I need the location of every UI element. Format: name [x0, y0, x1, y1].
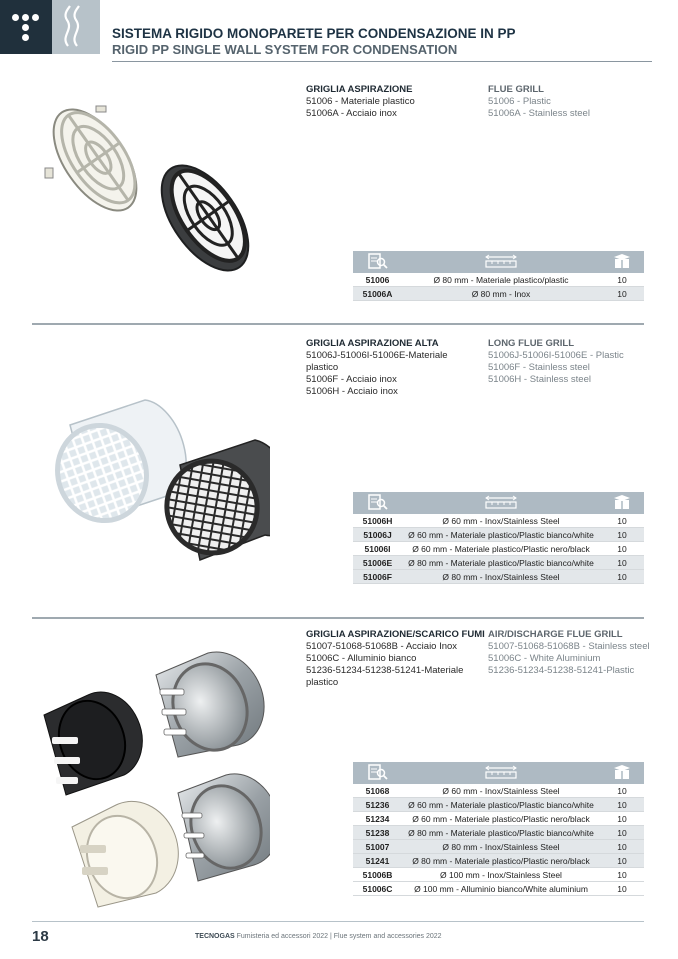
- product-size: Ø 80 mm - Materiale plastico/Plastic bianco/white: [402, 826, 600, 840]
- product-size: Ø 60 mm - Materiale plastico/Plastic nero/black: [402, 812, 600, 826]
- product-qty: 10: [600, 840, 644, 854]
- product-description-en-1: [488, 84, 590, 120]
- table-header-row: [353, 251, 644, 273]
- table-row: [353, 287, 644, 301]
- product-size: Ø 80 mm - Materiale plastico/Plastic nero/black: [402, 854, 600, 868]
- product-size: Ø 80 mm - Materiale plastico/plastic: [402, 273, 600, 287]
- product-description-en-3: [488, 629, 650, 677]
- catalog-search-icon: [353, 762, 402, 784]
- product-code: 51236: [353, 798, 402, 812]
- box-package-icon: [600, 762, 644, 784]
- product-size: Ø 100 mm - Alluminio bianco/White aluminium: [402, 882, 600, 896]
- table-header-row: [353, 492, 644, 514]
- table-row: [353, 812, 644, 826]
- product-line: 51006A - Acciaio inox: [306, 108, 397, 119]
- product-size: Ø 60 mm - Materiale plastico/Plastic nero/black: [402, 542, 600, 556]
- product-size: Ø 60 mm - Inox/Stainless Steel: [402, 514, 600, 528]
- product-size: Ø 80 mm - Inox/Stainless Steel: [402, 840, 600, 854]
- table-row: [353, 840, 644, 854]
- product-line: 51006H - Acciaio inox: [306, 386, 398, 397]
- product-qty: 10: [600, 542, 644, 556]
- product-code: 51007: [353, 840, 402, 854]
- product-line: 51007-51068-51068B - Acciaio Inox: [306, 641, 458, 652]
- footer-text: Fumisteria ed accessori 2022 | Flue system and accessories 2022: [236, 933, 442, 940]
- catalog-search-icon: [353, 251, 402, 273]
- product-table-1: [353, 251, 644, 301]
- product-code: 51006A: [353, 287, 402, 301]
- table-row: [353, 854, 644, 868]
- smoke-icon: [52, 0, 100, 54]
- product-qty: 10: [600, 273, 644, 287]
- section-divider: [32, 323, 644, 325]
- product-line: 51006J-51006I-51006E - Plastic: [488, 350, 624, 361]
- product-heading-it: GRIGLIA ASPIRAZIONE ALTA: [306, 338, 439, 349]
- air-discharge-grill-illustration: [38, 645, 270, 910]
- title-italian: SISTEMA RIGIDO MONOPARETE PER CONDENSAZIONE IN PP: [112, 26, 516, 41]
- product-code: 51234: [353, 812, 402, 826]
- table-row: [353, 273, 644, 287]
- product-code: 51006: [353, 273, 402, 287]
- product-size: Ø 60 mm - Materiale plastico/Plastic bianco/white: [402, 528, 600, 542]
- product-line: 51236-51234-51238-51241-Plastic: [488, 665, 635, 676]
- product-qty: 10: [600, 798, 644, 812]
- product-qty: 10: [600, 812, 644, 826]
- product-code: 51006C: [353, 882, 402, 896]
- product-line: 51006J-51006I-51006E-Materiale: [306, 350, 448, 361]
- product-heading-it: GRIGLIA ASPIRAZIONE/SCARICO FUMI: [306, 629, 485, 640]
- product-description-it-2: [306, 338, 448, 398]
- table-row: [353, 798, 644, 812]
- product-table-2: [353, 492, 644, 584]
- product-line: 51006 - Materiale plastico: [306, 96, 415, 107]
- product-heading-it: GRIGLIA ASPIRAZIONE: [306, 84, 413, 95]
- catalog-search-icon: [353, 492, 402, 514]
- table-row: [353, 556, 644, 570]
- footer-caption: [195, 933, 442, 940]
- tecnogas-logo-icon: [0, 0, 52, 54]
- product-line: 51006 - Plastic: [488, 96, 551, 107]
- product-description-en-2: [488, 338, 624, 386]
- product-size: Ø 100 mm - Inox/Stainless Steel: [402, 868, 600, 882]
- product-size: Ø 80 mm - Inox: [402, 287, 600, 301]
- product-heading-en: AIR/DISCHARGE FLUE GRILL: [488, 629, 623, 640]
- product-size: Ø 80 mm - Materiale plastico/Plastic bianco/white: [402, 556, 600, 570]
- product-code: 51006I: [353, 542, 402, 556]
- product-size: Ø 60 mm - Materiale plastico/Plastic bianco/white: [402, 798, 600, 812]
- product-qty: 10: [600, 528, 644, 542]
- table-row: [353, 514, 644, 528]
- product-size: Ø 80 mm - Inox/Stainless Steel: [402, 570, 600, 584]
- title-english: RIGID PP SINGLE WALL SYSTEM FOR CONDENSATION: [112, 42, 458, 57]
- product-code: 51006J: [353, 528, 402, 542]
- product-line: 51236-51234-51238-51241-Materiale: [306, 665, 464, 676]
- product-qty: 10: [600, 854, 644, 868]
- product-heading-en: FLUE GRILL: [488, 84, 544, 95]
- table-row: [353, 570, 644, 584]
- footer-brand: TECNOGAS: [195, 933, 235, 940]
- product-line: 51007-51068-51068B - Stainless steel: [488, 641, 650, 652]
- flue-grill-illustration: [40, 100, 260, 280]
- product-code: 51238: [353, 826, 402, 840]
- product-line: plastico: [306, 677, 339, 688]
- product-description-it-3: [306, 629, 485, 689]
- table-header-row: [353, 762, 644, 784]
- product-line: 51006F - Acciaio inox: [306, 374, 397, 385]
- table-row: [353, 826, 644, 840]
- product-code: 51068: [353, 784, 402, 798]
- product-line: 51006C - Alluminio bianco: [306, 653, 417, 664]
- product-code: 51006B: [353, 868, 402, 882]
- product-qty: 10: [600, 514, 644, 528]
- product-table-3: [353, 762, 644, 896]
- product-line: 51006H - Stainless steel: [488, 374, 591, 385]
- product-qty: 10: [600, 882, 644, 896]
- long-flue-grill-illustration: [50, 395, 270, 570]
- product-heading-en: LONG FLUE GRILL: [488, 338, 575, 349]
- ruler-measure-icon: [402, 492, 600, 514]
- product-code: 51006H: [353, 514, 402, 528]
- product-code: 51006F: [353, 570, 402, 584]
- product-line: 51006A - Stainless steel: [488, 108, 590, 119]
- table-row: [353, 542, 644, 556]
- product-qty: 10: [600, 868, 644, 882]
- page-number: 18: [32, 928, 49, 945]
- ruler-measure-icon: [402, 762, 600, 784]
- product-line: plastico: [306, 362, 339, 373]
- ruler-measure-icon: [402, 251, 600, 273]
- product-size: Ø 60 mm - Inox/Stainless Steel: [402, 784, 600, 798]
- table-row: [353, 868, 644, 882]
- product-code: 51006E: [353, 556, 402, 570]
- header-divider: [112, 61, 652, 62]
- product-qty: 10: [600, 556, 644, 570]
- product-line: 51006F - Stainless steel: [488, 362, 590, 373]
- product-code: 51241: [353, 854, 402, 868]
- product-description-it-1: [306, 84, 415, 120]
- product-qty: 10: [600, 784, 644, 798]
- product-line: 51006C - White Aluminium: [488, 653, 601, 664]
- footer-divider: [32, 921, 644, 922]
- box-package-icon: [600, 251, 644, 273]
- product-qty: 10: [600, 826, 644, 840]
- table-row: [353, 528, 644, 542]
- table-row: [353, 784, 644, 798]
- box-package-icon: [600, 492, 644, 514]
- product-qty: 10: [600, 287, 644, 301]
- product-qty: 10: [600, 570, 644, 584]
- table-row: [353, 882, 644, 896]
- section-divider: [32, 617, 644, 619]
- page-title: [112, 26, 516, 57]
